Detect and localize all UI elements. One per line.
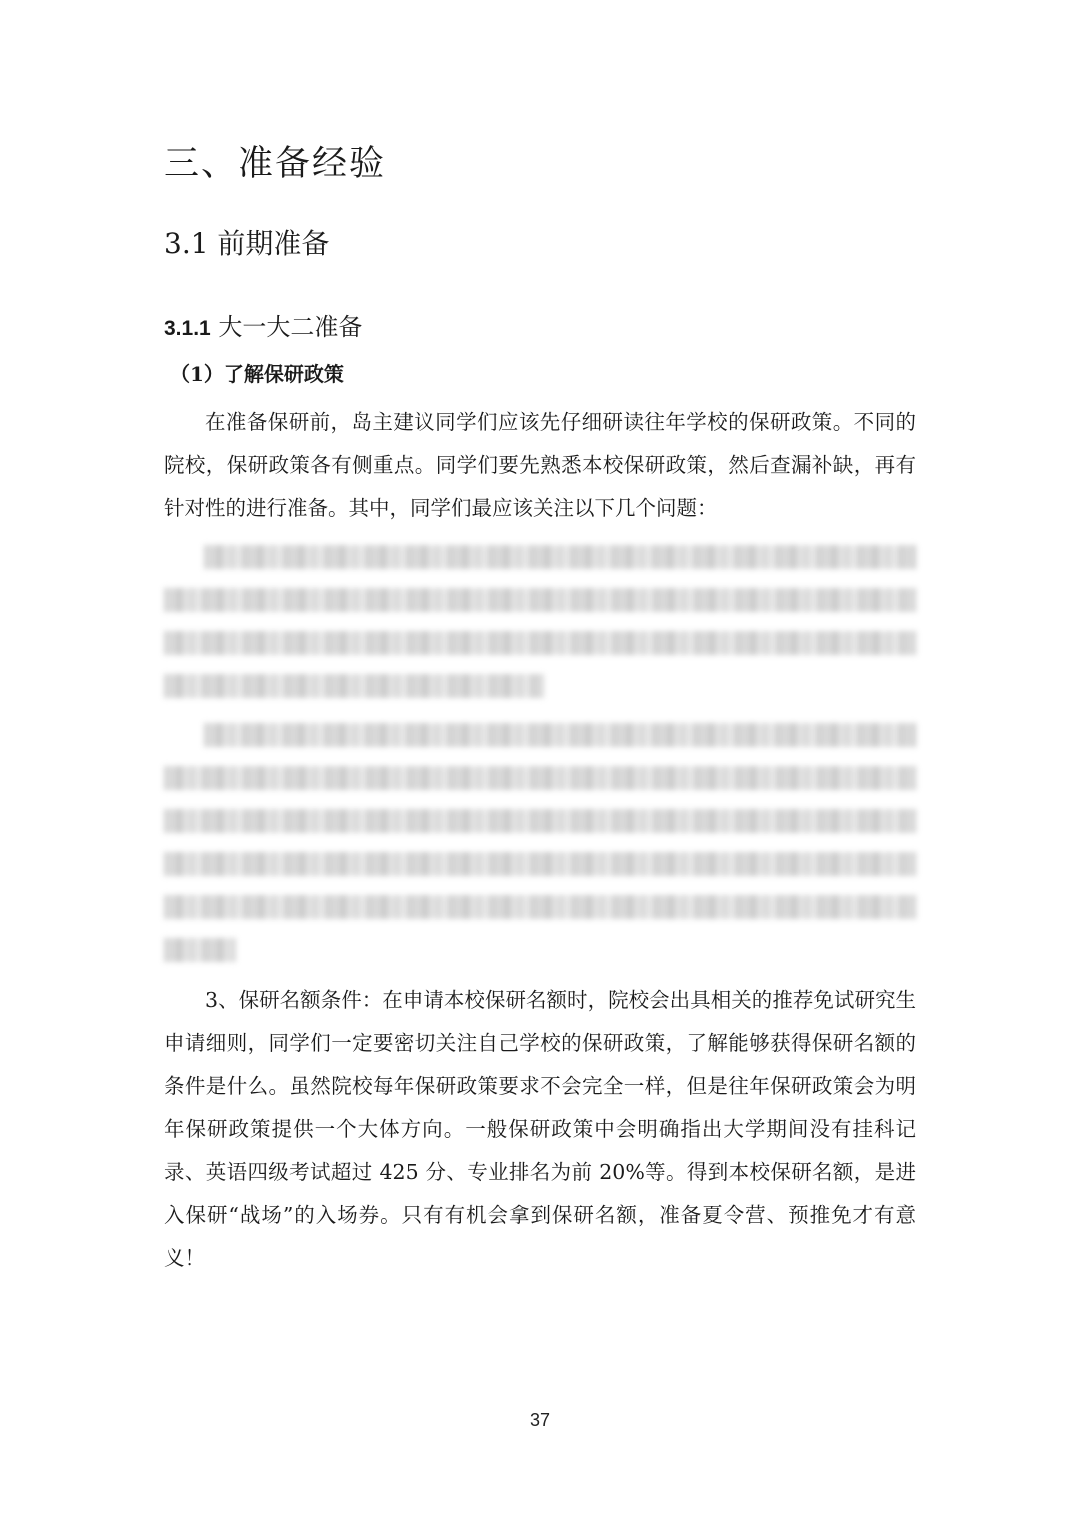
blurred-line	[164, 895, 916, 919]
page-number: 37	[529, 1410, 551, 1430]
chapter-title: 三、准备经验	[164, 144, 387, 184]
subsection-heading	[164, 307, 362, 342]
blurred-line	[164, 631, 916, 655]
blurred-line	[164, 938, 236, 962]
paragraph-intro: 在准备保研前，岛主建议同学们应该先仔细研读往年学校的保研政策。不同的院校，保研政策各有侧重点。同学们要先熟悉本校保研政策，然后查漏补缺，再有针对性的进行准备。其中，同学们最应该关注以下几个问题：	[164, 410, 916, 520]
paragraph-quota-conditions: 3、保研名额条件：在申请本校保研名额时，院校会出具相关的推荐免试研究生申请细则，同学们一定要密切关注自己学校的保研政策，了解能够获得保研名额的条件是什么。虽然院校每年保研政策要求不会完全一样，但是往年保研政策会为明年保研政策提供一个大体方向。一般保研政策中会明确指出大学期间没有挂科记录、英语四级考试超过 425 分、专业排名为前 20%等。得到本校保研名额，是进入保研“战场”的入场券。只有有机会拿到保研名额，准备夏令营、预推免才有意义！	[164, 988, 916, 1270]
blurred-line	[164, 809, 916, 833]
subsection-number: 3.1.1	[164, 317, 211, 340]
section-title: 3.1 前期准备	[164, 227, 330, 260]
blurred-line	[204, 723, 916, 747]
blurred-line	[164, 852, 916, 876]
subsection-title: 大一大二准备	[210, 313, 363, 341]
item-title: （1）了解保研政策	[170, 362, 344, 386]
blurred-paragraph-2	[164, 723, 916, 981]
blurred-line	[164, 766, 916, 790]
blurred-paragraph-1	[164, 545, 916, 717]
blurred-line	[164, 674, 544, 698]
blurred-line	[164, 588, 916, 612]
blurred-line	[204, 545, 916, 569]
